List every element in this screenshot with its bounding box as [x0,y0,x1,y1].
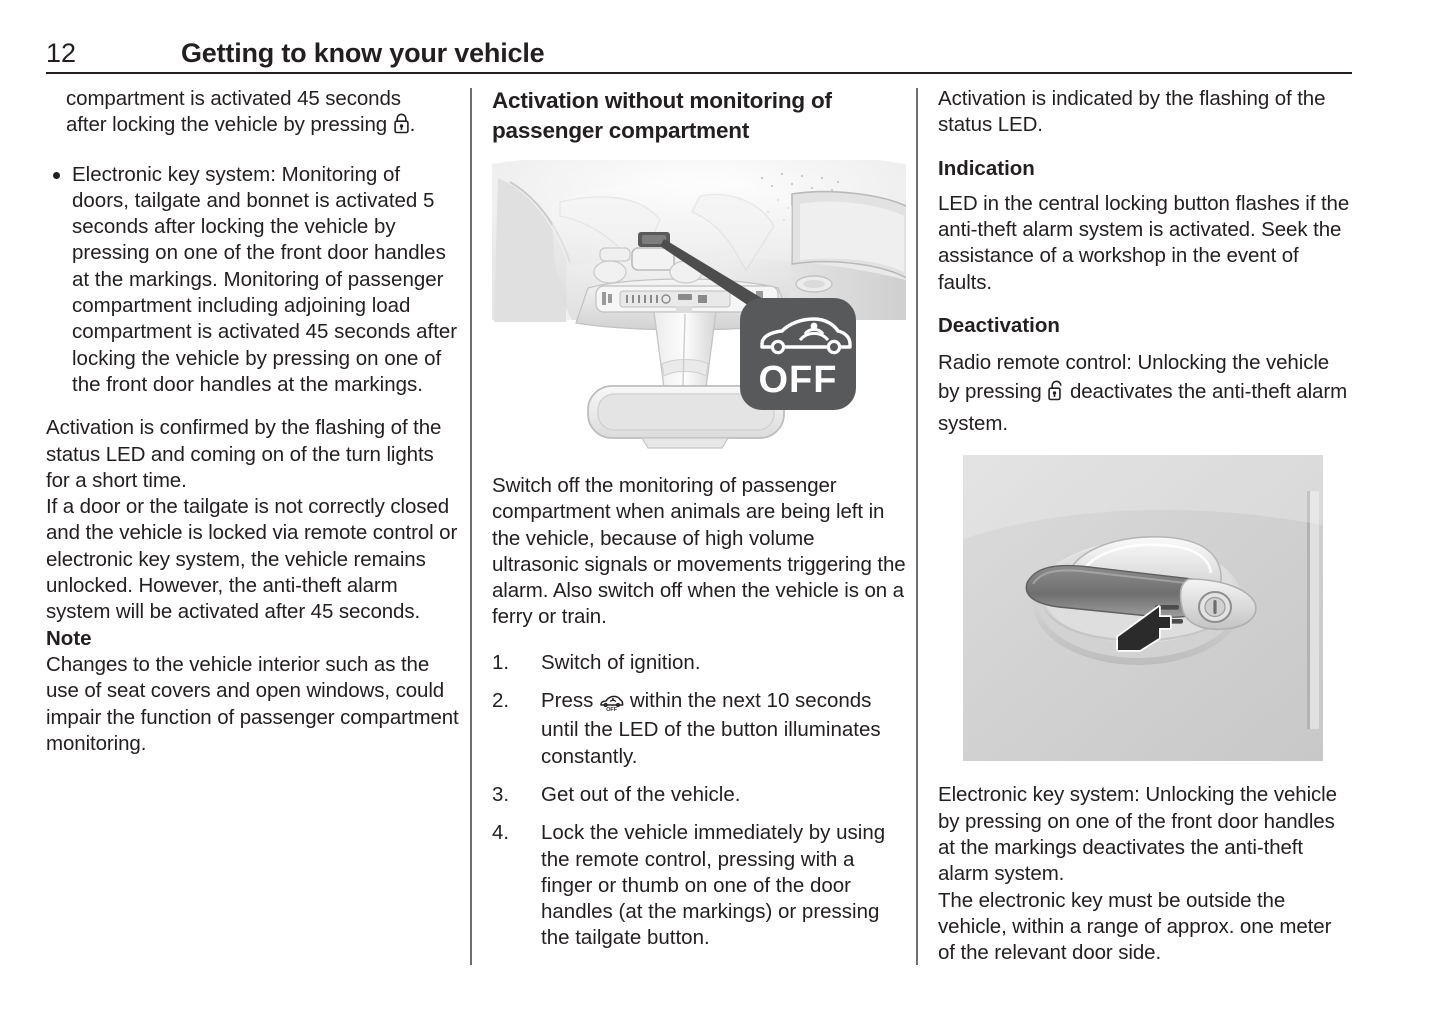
step-text-after-icon: within the next 10 seconds until the LED of the button illuminates constantly. [541,689,881,768]
deactivation-body [938,348,1352,438]
step-text: Switch of ignition. [541,650,701,674]
step-text-before-icon: Press [541,689,594,713]
step-number: 2. [492,689,510,713]
page-title: Getting to know your vehicle [181,38,545,68]
indication-body: LED in the central locking button flashes if the anti-theft alarm system is activated. Seek the assistance of a workshop in the event of faults. [938,191,1350,294]
deactivation-text-after-icon: deactivates the anti-theft alarm system. [938,380,1348,436]
column-divider-2 [916,88,918,965]
lock-closed-icon [387,113,410,141]
electronic-key-paragraph: Electronic key system: Unlocking the vehicle by pressing on one of the front door handles at the markings deactivates the anti-theft alarm system. [938,783,1337,886]
section-heading-activation-without-monitoring: Activation without monitoring of passenger compartment [492,88,832,143]
door-handle-figure [963,455,1323,761]
step-number: 3. [492,782,510,806]
deactivation-heading: Deactivation [938,314,1060,338]
step-text: Get out of the vehicle. [541,782,741,806]
paragraph-door-not-closed: If a door or the tailgate is not correctly closed and the vehicle is locked via remote control or electronic key system, the vehicle remains unlocked. However, the anti-theft alarm system will be activated after 45 seconds. [46,495,458,624]
indication-heading: Indication [938,156,1035,180]
paragraph-activation-indicated: Activation is indicated by the flashing of the status LED. [938,87,1326,137]
column-2 [492,86,906,964]
svg-text:OFF: OFF [606,707,618,713]
page-number: 12 [46,38,77,68]
list-item [492,688,906,770]
figure-badge-label: OFF [758,359,838,401]
step-text: Lock the vehicle immediately by using the remote control, pressing with a finger or thumb on one of the door handles (at the markings) or pressing the tailgate button. [541,821,886,950]
continued-paragraph [46,86,460,142]
page-header [46,36,1352,74]
electronic-key-paragraph-2: The electronic key must be outside the vehicle, within a range of approx. one meter of the relevant door side. [938,888,1332,965]
lock-open-icon [1042,380,1070,409]
list-item: Electronic key system: Monitoring of doors, tailgate and bonnet is activated 5 seconds after locking the vehicle by pressing on one of the front door handles at the markings. Monitoring of passenger compartment including adjoining load compartment is activated 45 seconds after locking the vehicle by pressing on one of the front door handles at the markings. [46,162,460,399]
list-item [492,650,906,676]
car-monitoring-off-icon [593,691,629,717]
continued-line-2: after locking the vehicle by pressing [66,113,388,137]
column-3 [938,86,1352,966]
list-item [492,782,906,808]
paragraph-activation-confirmed: Activation is confirmed by the flashing of the status LED and coming on of the turn lights for a short time. [46,416,442,492]
numbered-steps [492,650,906,952]
continued-period: . [409,113,416,137]
continued-line-1: compartment is activated 45 seconds [66,87,401,110]
step-number: 4. [492,821,510,845]
overhead-console-figure [492,160,906,457]
column-1 [46,86,460,757]
step-number: 1. [492,650,510,674]
paragraph-switch-off: Switch off the monitoring of passenger compartment when animals are being left in the vehicle, because of high volume ultrasonic signals or movements triggering the alarm. Also switch off when the vehicle is on a ferry or train. [492,474,906,629]
note-body: Changes to the vehicle interior such as the use of seat covers and open windows, could impair the function of passenger compartment monitoring. [46,652,459,755]
deactivation-text-before-icon: Radio remote control: Unlocking the vehicle by pressing [938,351,1330,404]
column-divider-1 [470,88,472,965]
note-heading: Note [46,626,92,650]
bullet-list [46,162,460,399]
list-item [492,820,906,951]
